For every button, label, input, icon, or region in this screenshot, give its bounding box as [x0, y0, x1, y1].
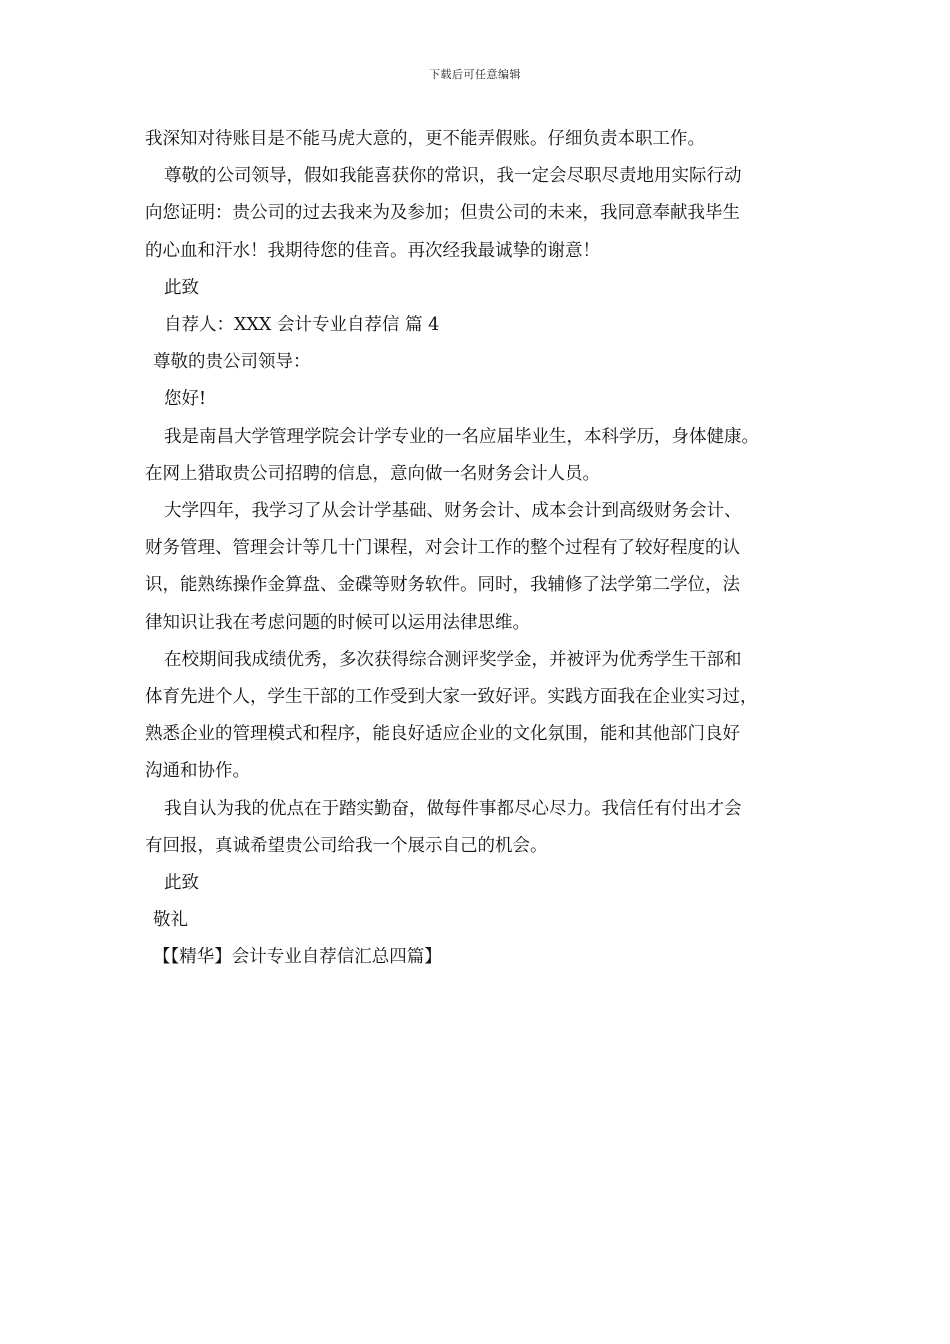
text-line: 在网上猎取贵公司招聘的信息，意向做一名财务会计人员。 [145, 463, 600, 484]
text-line: 律知识让我在考虑问题的时候可以运用法律思维。 [145, 612, 530, 633]
greeting-line: 您好! [164, 389, 207, 410]
closing-salutation: 此致 [164, 873, 199, 894]
text-line: 有回报，真诚希望贵公司给我一个展示自己的机会。 [145, 835, 548, 856]
signature-line: 自荐人：XXX 会计专业自荐信 篇 4 [164, 315, 440, 336]
text-line: 识，能熟练操作金算盘、金碟等财务软件。同时，我辅修了法学第二学位，法 [145, 575, 740, 596]
document-footer-title: 【【精华】会计专业自荐信汇总四篇】 [153, 947, 442, 968]
text-line: 我深知对待账目是不能马虎大意的，更不能弄假账。仔细负责本职工作。 [145, 129, 705, 149]
closing-salutation: 此致 [164, 277, 199, 298]
document-body [145, 121, 835, 977]
text-line: 财务管理、管理会计等几十门课程，对会计工作的整个过程有了较好程度的认 [145, 538, 740, 559]
text-line: 熟悉企业的管理模式和程序，能良好适应企业的文化氛围，能和其他部门良好 [145, 724, 740, 745]
text-line: 大学四年，我学习了从会计学基础、财务会计、成本会计到高级财务会计、 [164, 501, 742, 522]
closing-salutation: 敬礼 [153, 910, 188, 931]
text-line: 尊敬的公司领导，假如我能喜获你的常识，我一定会尽职尽责地用实际行动 [164, 166, 742, 187]
text-line: 向您证明：贵公司的过去我来为及参加；但贵公司的未来，我同意奉献我毕生 [145, 203, 740, 224]
text-line: 体育先进个人，学生干部的工作受到大家一致好评。实践方面我在企业实习过， [145, 687, 758, 708]
text-line: 在校期间我成绩优秀，多次获得综合测评奖学金，并被评为优秀学生干部和 [164, 649, 742, 670]
greeting-line: 尊敬的贵公司领导： [153, 352, 311, 373]
text-line: 我自认为我的优点在于踏实勤奋，做每件事都尽心尽力。我信任有付出才会 [164, 798, 742, 819]
page-header-note: 下载后可任意编辑 [429, 68, 521, 81]
text-line: 我是南昌大学管理学院会计学专业的一名应届毕业生，本科学历，身体健康。 [164, 426, 759, 447]
text-line: 的心血和汗水！我期待您的佳音。再次经我最诚挚的谢意！ [145, 240, 600, 261]
text-line: 沟通和协作。 [145, 761, 250, 782]
